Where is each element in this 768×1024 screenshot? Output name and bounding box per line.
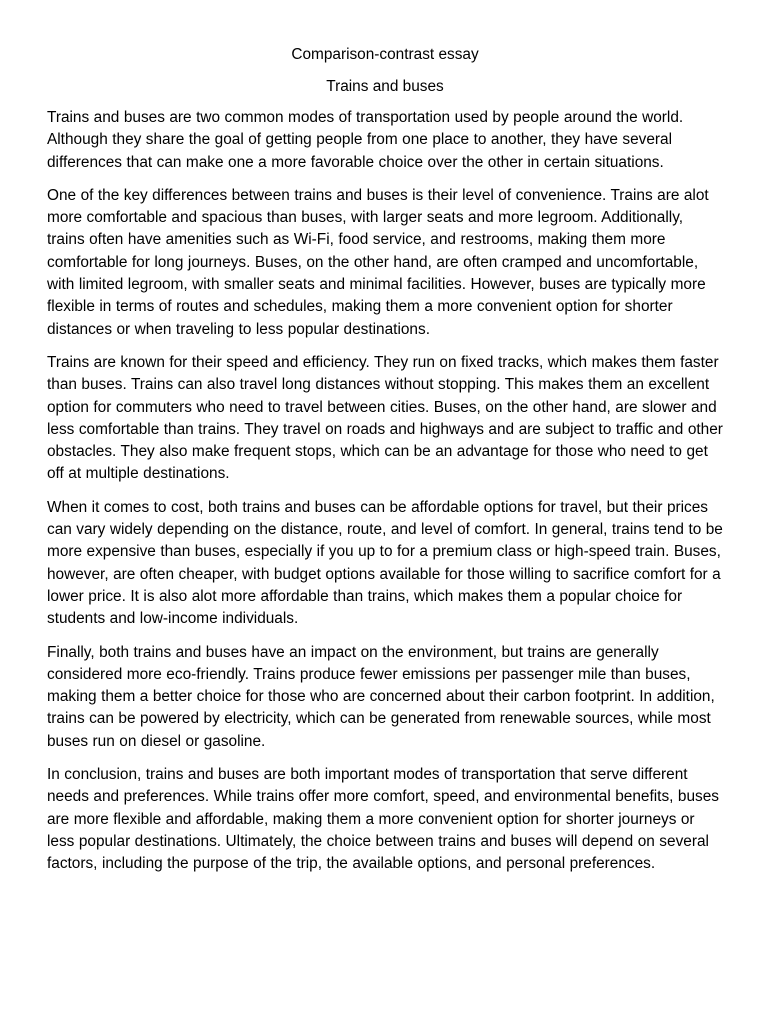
essay-body (47, 44, 723, 887)
paragraph-speed: Trains are known for their speed and efficiency. They run on fixed tracks, which makes them faster than buses. Trains can also travel long distances without stopping. This makes them an excellent option for commuters who need to travel between cities. Buses, on the other hand, are slower and less comfortable than trains. They travel on roads and highways and are subject to traffic and other obstacles. They also make frequent stops, which can be an advantage for those who need to get off at multiple destinations. (47, 353, 723, 483)
paragraph-conclusion: In conclusion, trains and buses are both important modes of transportation that serve different needs and preferences. While trains offer more comfort, speed, and environmental benefits, buses are more flexible and affordable, making them a more convenient option for shorter journeys or less popular destinations. Ultimately, the choice between trains and buses will depend on several factors, including the purpose of the trip, the available options, and personal preferences. (47, 766, 719, 873)
paragraph-environment: Finally, both trains and buses have an impact on the environment, but trains are generally considered more eco-friendly. Trains produce fewer emissions per passenger mile than buses, making them a better choice for those who are concerned about their carbon footprint. In addition, trains can be powered by electricity, which can be generated from renewable sources, while most buses run on diesel or gasoline. (47, 643, 715, 750)
essay-title: Trains and buses (326, 78, 444, 95)
paragraph-convenience: One of the key differences between trains and buses is their level of convenience. Trains are alot more comfortable and spacious than buses, with larger seats and more legroom. Additionally, trains often have amenities such as Wi-Fi, food service, and restrooms, making them more comfortable for long journeys. Buses, on the other hand, are often cramped and uncomfortable, with limited legroom, with smaller seats and minimal facilities. However, buses are typically more flexible in terms of routes and schedules, making them a more convenient option for shorter distances or when traveling to less popular destinations. (47, 186, 709, 338)
essay-heading: Comparison-contrast essay (291, 46, 479, 63)
paragraph-introduction: Trains and buses are two common modes of transportation used by people around the world. Although they share the goal of getting people from one place to another, they have several differences that can make one a more favorable choice over the other in certain situations. (47, 109, 684, 171)
paragraph-cost: When it comes to cost, both trains and buses can be affordable options for travel, but their prices can vary widely depending on the distance, route, and level of comfort. In general, trains tend to be more expensive than buses, especially if you up to for a premium class or high-speed train. Buses, however, are often cheaper, with budget options available for those willing to sacrifice comfort for a lower price. It is also alot more affordable than trains, which makes them a popular choice for students and low-income individuals. (47, 498, 723, 628)
